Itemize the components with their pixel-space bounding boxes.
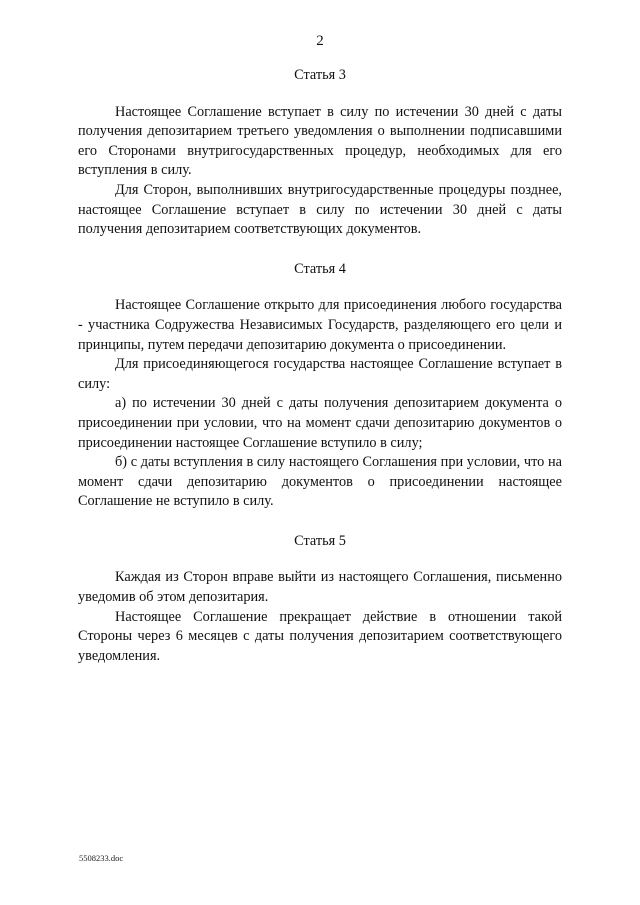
paragraph: Настоящее Соглашение открыто для присоединения любого государства - участника Содружества Независимых Государств, разделяющего его цели и принципы, путем передачи депозитарию документа о присоединении. xyxy=(78,297,562,353)
article-title: Статья 4 xyxy=(294,260,346,277)
paragraph: б) с даты вступления в силу настоящего Соглашения при условии, что на момент сдачи депозитарию документов о присоединении настоящее Соглашение не вступило в силу. xyxy=(78,454,562,510)
article-title: Статья 5 xyxy=(294,532,346,549)
footer-filename: 5508233.doc xyxy=(79,853,124,863)
page-number: 2 xyxy=(316,33,324,49)
paragraph: Для Сторон, выполнивших внутригосударственные процедуры позднее, настоящее Соглашение вступает в силу по истечении 30 дней с даты получения депозитарием соответствующих документов. xyxy=(78,181,562,238)
article-5 xyxy=(78,532,562,667)
paragraph: Для присоединяющегося государства настоящее Соглашение вступает в силу: xyxy=(78,356,562,392)
document-body xyxy=(78,66,562,686)
article-4 xyxy=(78,260,562,512)
article-3 xyxy=(78,66,562,240)
paragraph: Каждая из Сторон вправе выйти из настоящего Соглашения, письменно уведомив об этом депозитария. xyxy=(78,569,562,606)
paragraph: а) по истечении 30 дней с даты получения депозитарием документа о присоединении при условии, что на момент сдачи депозитарию документов о присоединении настоящее Соглашение вступило в силу; xyxy=(78,395,562,451)
paragraph: Настоящее Соглашение прекращает действие в отношении такой Стороны через 6 месяцев с даты получения депозитарием соответствующего уведомления. xyxy=(78,608,562,664)
paragraph: Настоящее Соглашение вступает в силу по истечении 30 дней с даты получения депозитарием третьего уведомления о выполнении подписавшими его Сторонами внутригосударственных процедур, необходимых для его вступления в силу. xyxy=(78,103,562,179)
article-title: Статья 3 xyxy=(294,67,346,83)
